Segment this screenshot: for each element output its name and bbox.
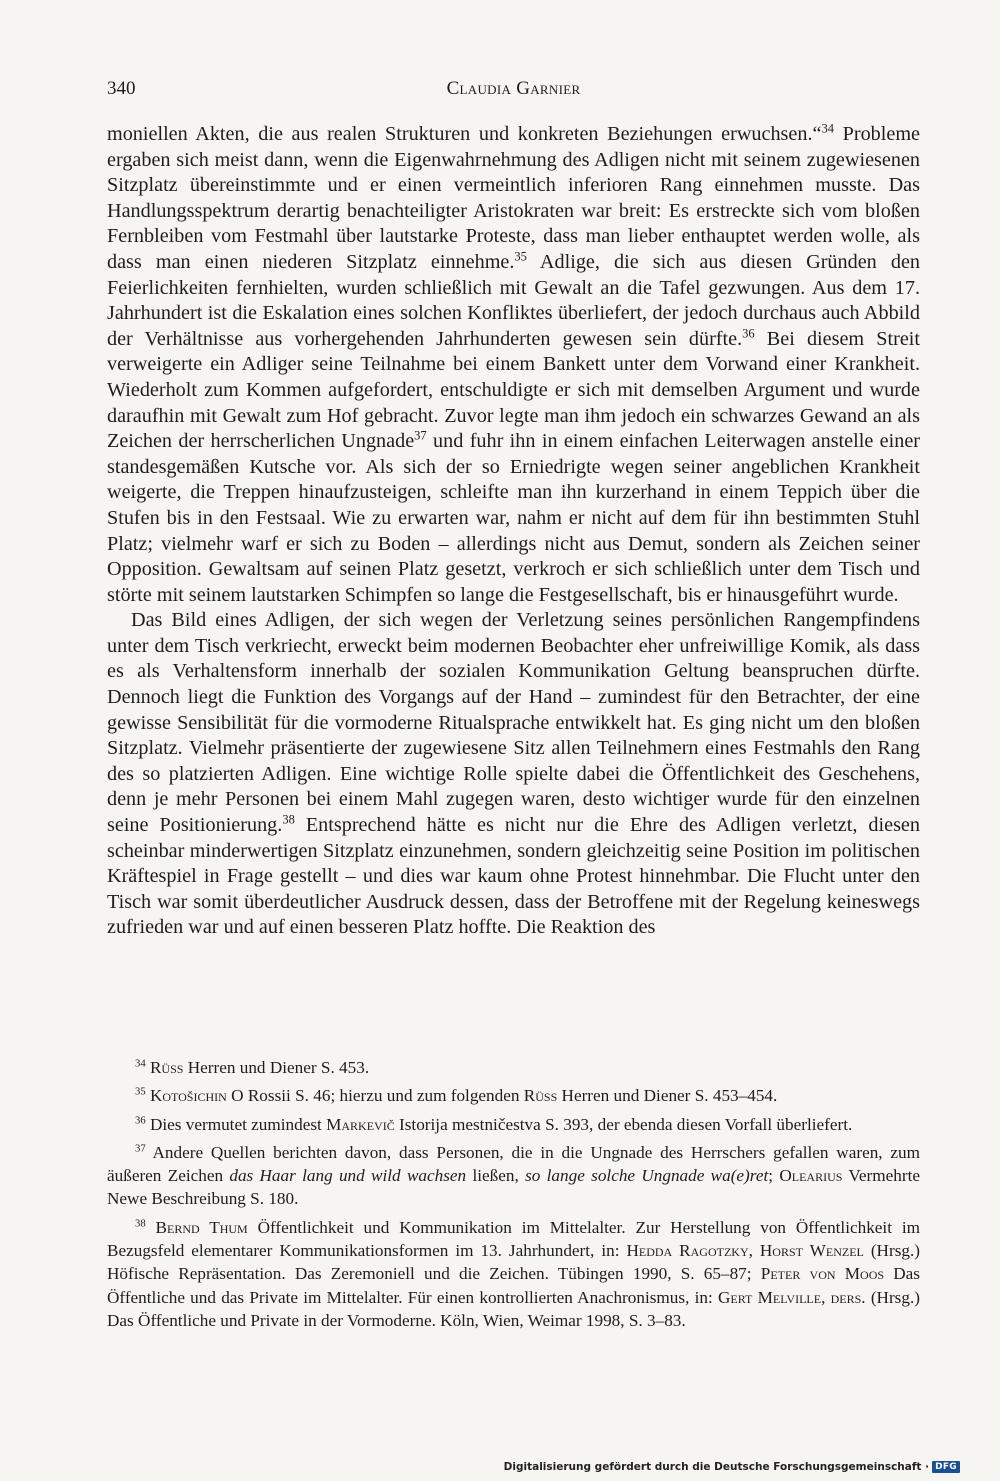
text-run: Das Öffentliche und das Private im Mittelalter. Für einen kontrollierten Anachronismus, in: [107,1264,920,1307]
footnote-marker: 36 [742,326,755,341]
text-run: Entsprechend hätte es nicht nur die Ehre des Adligen verletzt, diesen scheinbar minderwertigen Sitzplatz einzunehmen, sondern gleichzeitig seine Position im politischen Kräftespiel in Frage gestellt – und dies war kaum ohne Protest hinnehmbar. Die Flucht unter den Tisch war somit überdeutlicher Ausdruck dessen, dass der Betroffene mit der Regelung keineswegs zufrieden war und auf einen besseren Platz hoffte. Die Reaktion des [107,814,920,939]
paragraph [107,122,920,608]
text-run: Herren und Diener S. 453. [183,1058,370,1077]
author-name: Kotošichin [145,1086,227,1106]
author-name: Olearius [779,1166,843,1186]
footnote-marker: 38 [135,1218,146,1230]
text-run: Dies vermutet zumindest [145,1114,327,1134]
footnote-marker: 35 [135,1086,146,1098]
author-name: Bernd Thum [145,1217,248,1237]
page-number: 340 [107,78,136,99]
text-run: Probleme ergaben sich meist dann, wenn die Eigenwahrnehmung des Adligen nicht mit seinem zugewiesenen Sitzplatz übereinstimmte und er einen vermeintlich inferioren Rang einnehmen musste. Das Handlungsspektrum derartig benachteiligter Aristokraten war breit: Es erstreckte sich vom bloßen Fernbleiben vom Festmahl über lautstarke Proteste, dass man lieber enthauptet werden wolle, als dass man einen niederen Sitzplatz einnehme. [107,123,920,273]
text-run: Adlige, die sich aus diesen Gründen den Feierlichkeiten fernhielten, wurden schließlich mit Gewalt an die Tafel gezwungen. Aus dem 17. Jahrhundert ist die Eskalation eines solchen Konfliktes überliefert, der jedoch durchaus auch Abbild der Verhältnisse aus vorhergehenden Jahrhunderten gewesen sein dürfte. [107,250,921,350]
author-name: Gert Melville, ders. [717,1287,866,1307]
dfg-logo: DFG [932,1461,960,1473]
digitization-notice: Digitalisierung gefördert durch die Deutsche Forschungsgemeinschaft · [503,1461,930,1473]
footnotes [107,1056,920,1337]
running-head [107,78,920,106]
main-text [107,122,920,941]
footnote-marker: 37 [414,428,427,443]
text-run: Das Bild eines Adligen, der sich wegen der Verletzung seines persönlichen Rangempfindens unter dem Tisch verkriecht, erweckt beim modernen Beobachter eher unfreiwillige Komik, als dass es als Verhaltensform innerhalb der sozialen Kommunikation Geltung beanspruchen dürfte. Dennoch liegt die Funktion des Vorgangs auf der Hand – zumindest für den Betrachter, der eine gewisse Sensibilität für die vormoderne Ritualsprache entwikkelt hat. Es ging nicht um den bloßen Sitzplatz. Vielmehr präsentierte der zugewiesene Sitz allen Teilnehmern eines Festmahls den Rang des so platzierten Adligen. Eine wichtige Rolle spielte dabei die Öffentlichkeit des Geschehens, denn je mehr Personen bei einem Mahl zugegen waren, desto wichtiger wurde für den einzelnen seine Positionierung. [107,609,920,837]
footnote-marker: 37 [135,1143,146,1155]
author-name: Hedda Ragotzky, Horst Wenzel [626,1241,864,1261]
footnote [107,1113,920,1136]
text-run: ließen, [466,1166,526,1186]
text-run: Herren und Diener S. 453–454. [557,1086,778,1106]
digitization-footer [504,1459,960,1475]
text-run: Öffentlichkeit und Kommunikation im Mittelalter. Zur Herstellung von Öffentlichkeit im Bezugsfeld elementarer Kommunikationsformen im 13. Jahrhundert, in: [107,1217,920,1261]
footnote-marker: 36 [135,1114,146,1126]
text-run: Andere Quellen berichten davon, dass Personen, die in die Ungnade des Herrschers gefallen waren, zum äußeren Zeichen [107,1142,920,1186]
author-name: Rüß [145,1058,184,1077]
footnote-marker: 34 [135,1058,146,1070]
author-name: Markevič [326,1114,395,1134]
author-name: Peter von Moos [760,1264,885,1284]
text-run: Vermehrte Newe Beschreibung S. 180. [107,1166,920,1209]
text-run: ; [768,1166,780,1186]
text-run: O Rossii S. 46; hierzu und zum folgenden [226,1086,524,1106]
author-name: Rüß [523,1086,558,1106]
text-run: (Hrsg.) Höfische Repräsentation. Das Zeremoniell und die Zeichen. Tübingen 1990, S. 65–87; [107,1241,920,1284]
running-title: Claudia Garnier [446,78,581,99]
footnote-marker: 35 [514,249,527,264]
footnote [107,1216,920,1332]
quotation: so lange solche Ungnade wa(e)ret [525,1166,769,1186]
footnote [107,1084,920,1107]
text-run: und fuhr ihn in einem einfachen Leiterwagen anstelle einer standesgemäßen Kutsche vor. Als sich der so Erniedrigte wegen seiner angeblichen Krankheit weigerte, die Treppen hinaufzusteigen, schleifte man ihn kurzerhand in einem Teppich über die Stufen bis in den Festsaal. Wie zu erwarten war, nahm er nicht auf dem für ihn bestimmten Stuhl Platz; vielmehr warf er sich zu Boden – allerdings nicht aus Demut, sondern als Zeichen seiner Opposition. Gewaltsam auf seinen Platz gesetzt, verkroch er sich schließlich unter dem Tisch und störte mit seinem lautstarken Schimpfen so lange die Festgesellschaft, bis er hinausgeführt wurde. [107,430,921,606]
text-run: Istorija mestničestva S. 393, der ebenda diesen Vorfall überliefert. [394,1114,853,1134]
footnote [107,1056,920,1079]
text-run: (Hrsg.) Das Öffentliche und Private in der Vormoderne. Köln, Wien, Weimar 1998, S. 3–83. [107,1287,920,1330]
text-run: Bei diesem Streit verweigerte ein Adliger seine Teilnahme bei einem Bankett unter dem Vorwand einer Krankheit. Wiederholt zum Kommen aufgefordert, entschuldigte er sich mit demselben Argument und wurde daraufhin mit Gewalt zum Hof gebracht. Zuvor legte man ihm jedoch ein schwarzes Gewand an als Zeichen der herrscherlichen Ungnade [107,327,920,453]
footnote-marker: 34 [821,121,834,136]
paragraph [107,608,920,941]
footnote [107,1141,920,1211]
text-run: moniellen Akten, die aus realen Strukturen und konkreten Beziehungen erwuchsen.“ [107,123,822,145]
quotation: das Haar lang und wild wachsen [229,1166,467,1186]
footnote-marker: 38 [282,812,295,827]
